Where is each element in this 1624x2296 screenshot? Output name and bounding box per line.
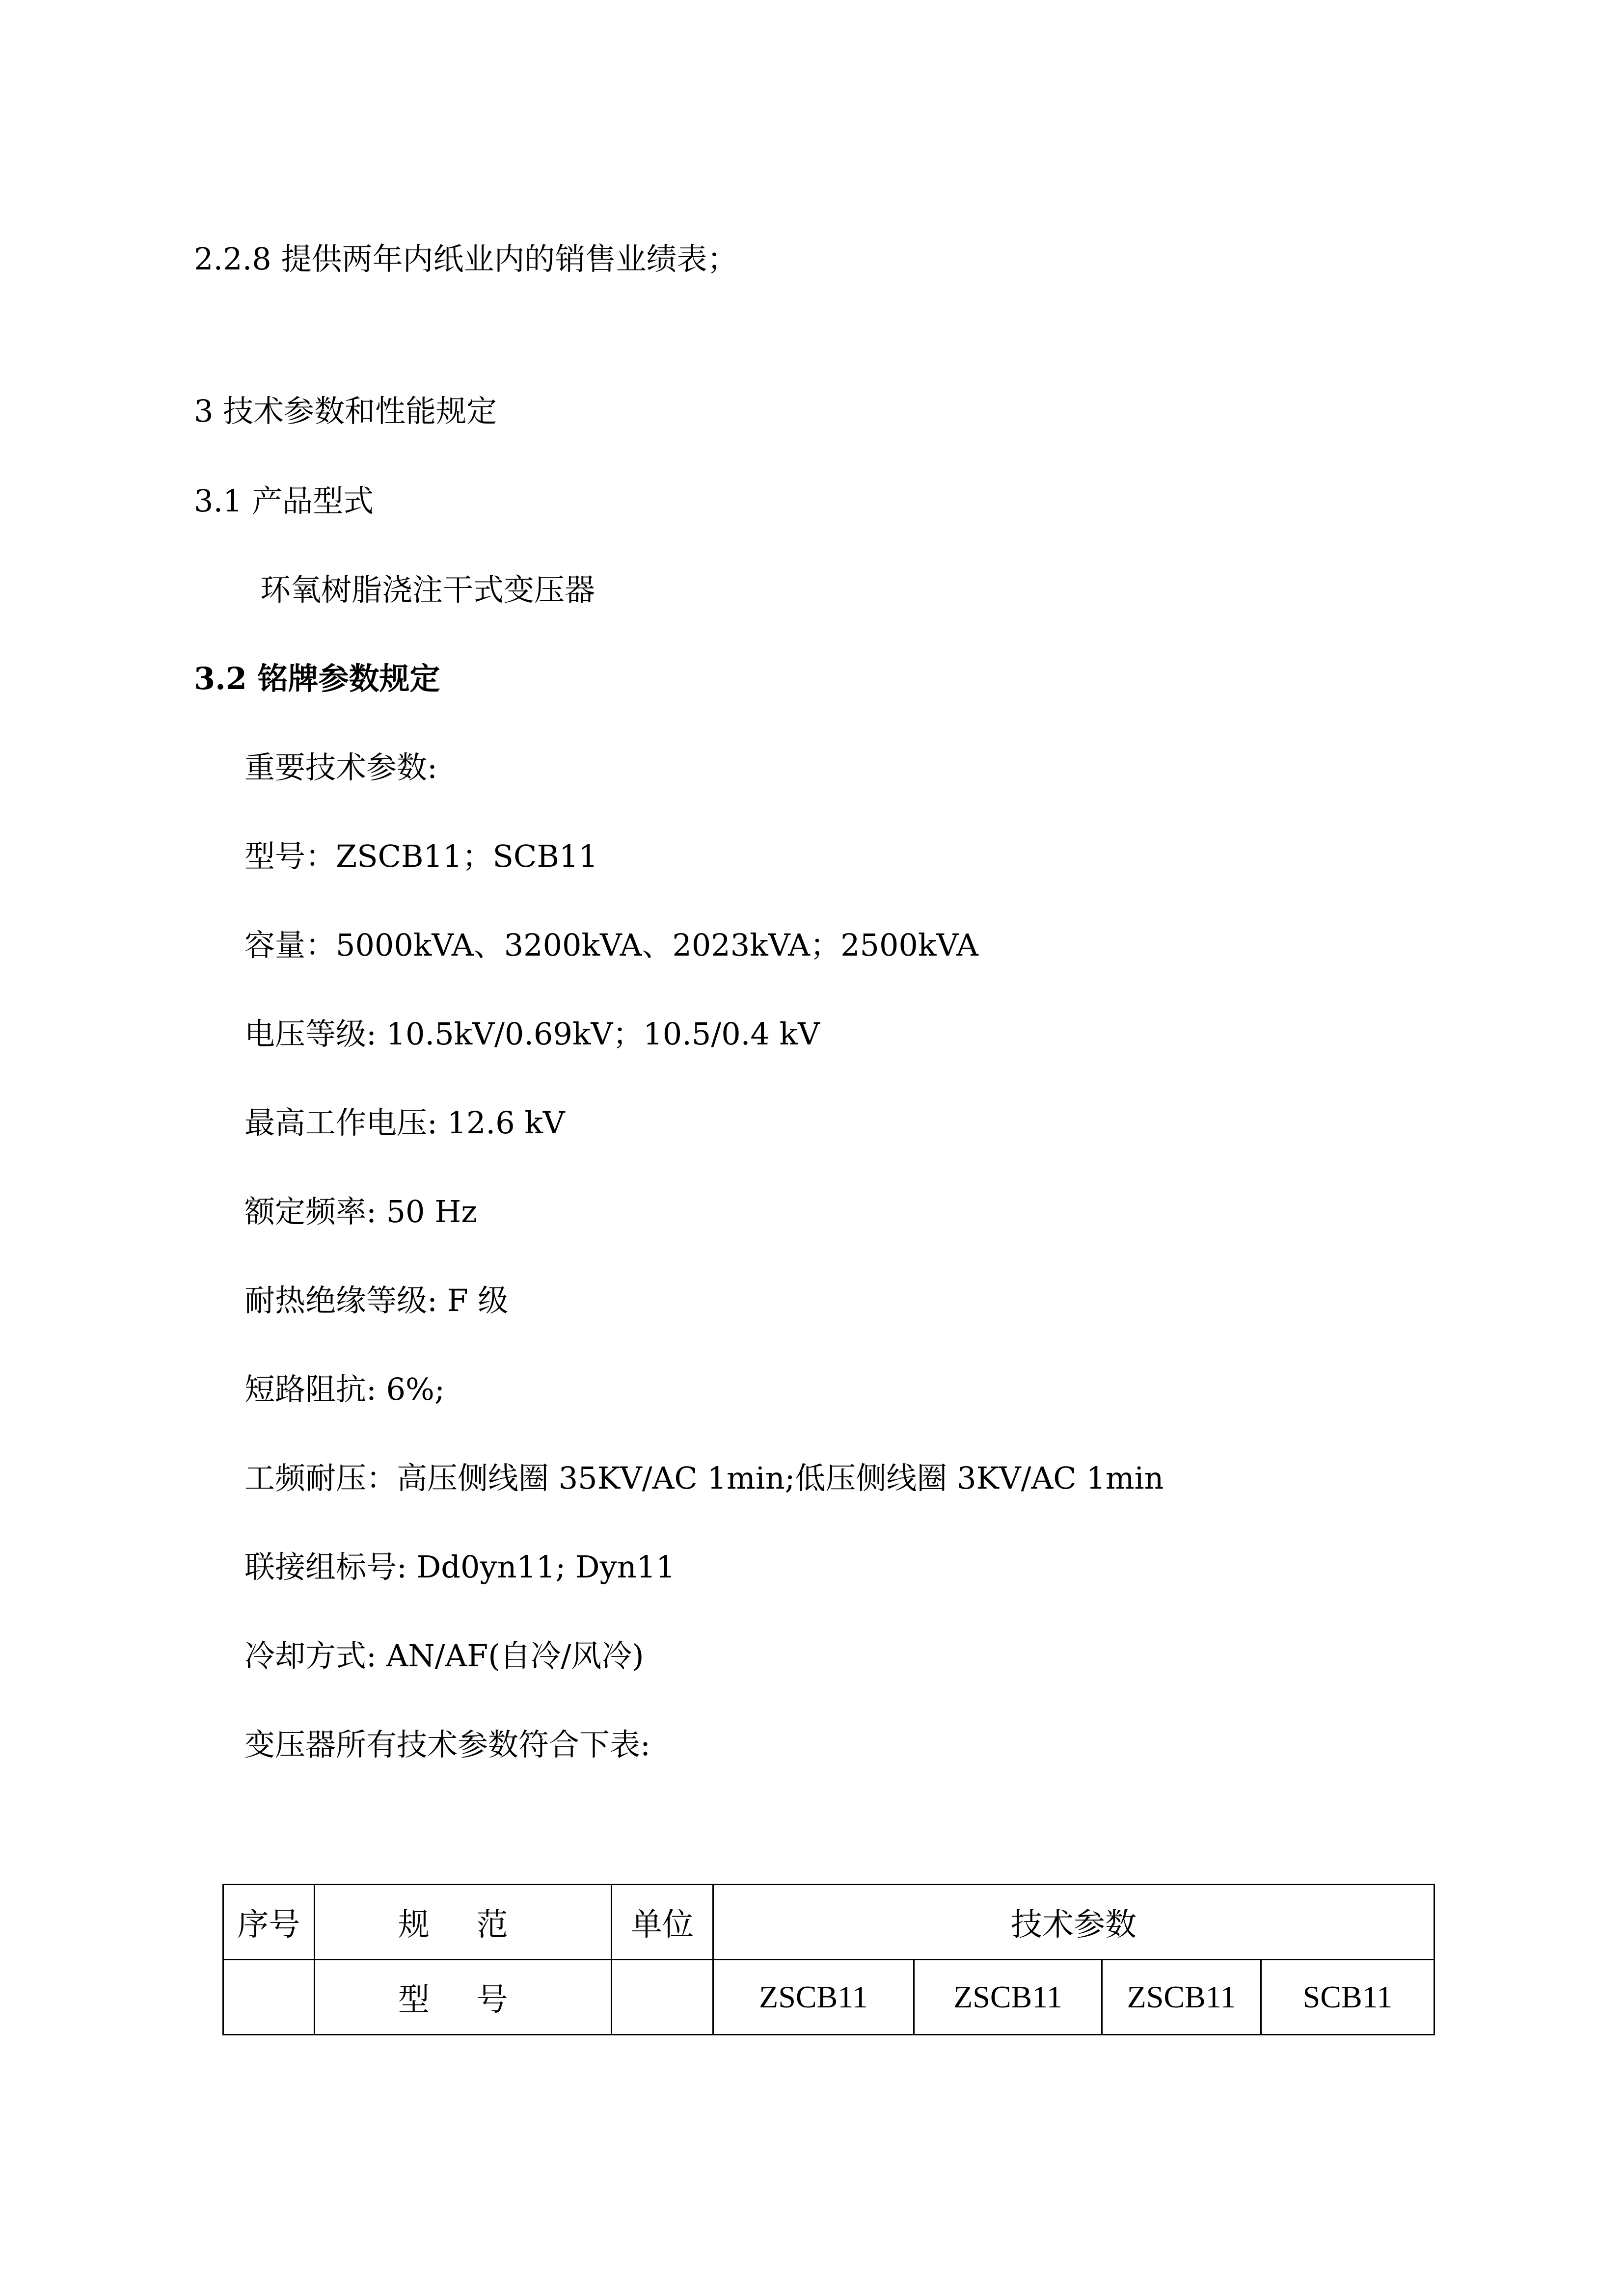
cell-param-4: SCB11: [1261, 1960, 1434, 2035]
header-spec-label: 规 范: [398, 1907, 528, 1942]
param-voltage: 电压等级: 10.5kV/0.69kV；10.5/0.4 kV: [244, 1016, 820, 1052]
header-seq: 序号: [223, 1885, 315, 1960]
cell-param-2: ZSCB11: [914, 1960, 1102, 2035]
cell-param-3: ZSCB11: [1102, 1960, 1261, 2035]
section-3-2-heading: 3.2 铭牌参数规定: [194, 661, 440, 696]
param-table-intro: 变压器所有技术参数符合下表:: [244, 1727, 650, 1762]
param-model: 型号：ZSCB11；SCB11: [244, 838, 598, 874]
section-3-heading: 3 技术参数和性能规定: [194, 393, 497, 429]
param-insulation: 耐热绝缘等级: F 级: [244, 1282, 509, 1318]
product-type-text: 环氧树脂浇注干式变压器: [260, 572, 595, 608]
param-max-voltage: 最高工作电压: 12.6 kV: [244, 1105, 565, 1141]
header-spec: [314, 1885, 611, 1960]
section-2-2-8: 2.2.8 提供两年内纸业内的销售业绩表；: [194, 241, 738, 277]
cell-param-1: ZSCB11: [713, 1960, 914, 2035]
spec-table: [222, 1884, 1435, 2035]
table-header-row: [223, 1885, 1435, 1960]
table-row: [223, 1960, 1435, 2035]
param-frequency: 额定频率: 50 Hz: [244, 1194, 477, 1229]
cell-spec: [314, 1960, 611, 2035]
section-3-1-heading: 3.1 产品型式: [194, 483, 374, 519]
cell-unit: [611, 1960, 713, 2035]
cell-seq: [223, 1960, 315, 2035]
param-capacity: 容量：5000kVA、3200kVA、2023kVA；2500kVA: [244, 927, 978, 963]
header-unit: 单位: [611, 1885, 713, 1960]
param-impedance: 短路阻抗: 6%;: [244, 1371, 445, 1407]
param-intro: 重要技术参数:: [244, 749, 437, 785]
header-params: 技术参数: [713, 1885, 1435, 1960]
param-vector-group: 联接组标号: Dd0yn11; Dyn11: [244, 1549, 676, 1585]
param-cooling: 冷却方式: AN/AF(自冷/风冷): [244, 1638, 644, 1674]
param-withstand: 工频耐压：高压侧线圈 35KV/AC 1min;低压侧线圈 3KV/AC 1min: [244, 1460, 1164, 1496]
cell-spec-label: 型 号: [398, 1982, 528, 2017]
